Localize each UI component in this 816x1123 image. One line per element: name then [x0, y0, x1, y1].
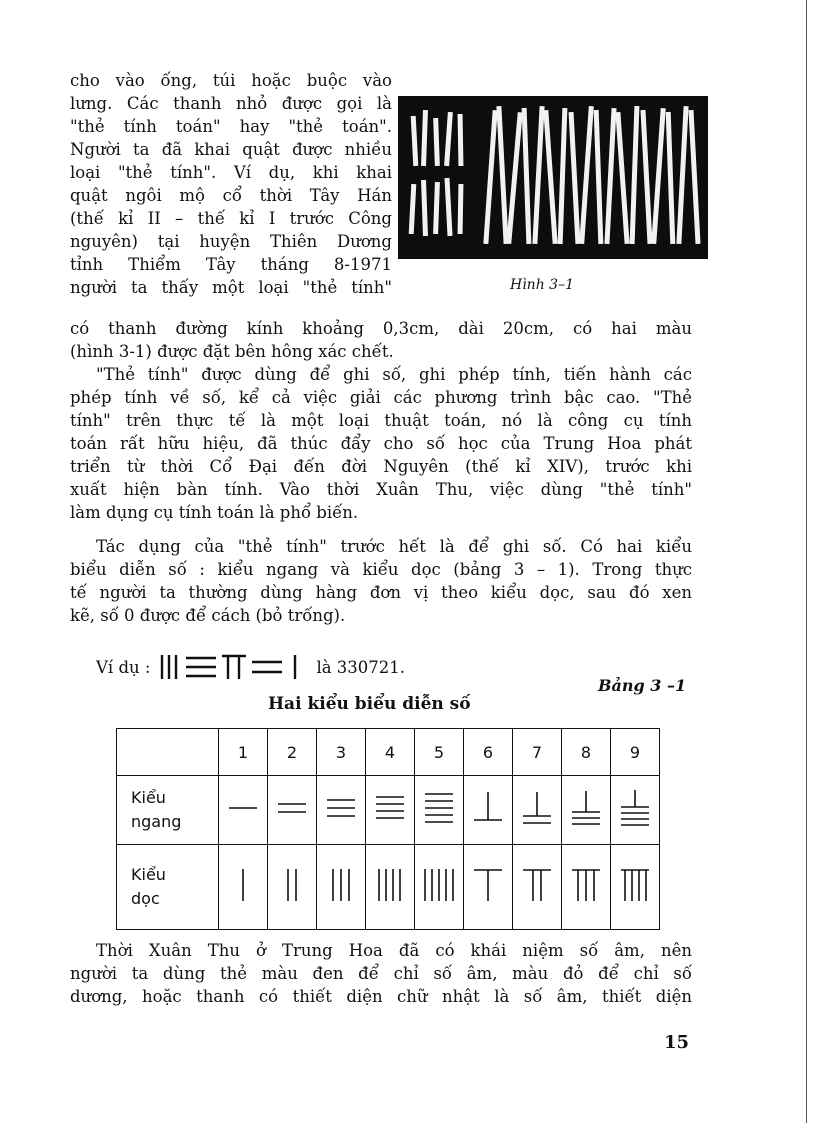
vertical-rod-1 [219, 845, 268, 930]
horizontal-rod-8 [562, 776, 611, 845]
horizontal-rod-9 [611, 776, 660, 845]
text-line: cho vào ống, túi hoặc buộc vào [70, 71, 392, 90]
horizontal-rod-3 [317, 776, 366, 845]
text-line: Người ta đã khai quật được nhiều [70, 140, 392, 159]
rod-numeral-table [116, 728, 660, 930]
text-line: nguyên) tại huyện Thiên Dương [70, 232, 392, 251]
text-line: Thời Xuân Thu ở Trung Hoa đã có khái niệm số âm, nên [96, 941, 692, 960]
horizontal-rod-4 [366, 776, 415, 845]
table-header-cell: 5 [415, 729, 464, 776]
horizontal-rod-6 [464, 776, 513, 845]
vertical-rod-4 [366, 845, 415, 930]
vertical-rod-2 [268, 845, 317, 930]
figure-caption: Hình 3–1 [510, 277, 574, 293]
vertical-rod-8 [562, 845, 611, 930]
rod-example [96, 652, 405, 682]
text-line: làm dụng cụ tính toán là phổ biến. [70, 503, 359, 522]
row-label-horizontal [117, 776, 219, 845]
text-line: kẽ, số 0 được để cách (bỏ trống). [70, 606, 346, 625]
text-line: tính" trên thực tế là một loại thuật toán, nó là công cụ tính [70, 411, 692, 430]
text-line: có thanh đường kính khoảng 0,3cm, dài 20cm, có hai màu [70, 319, 692, 338]
table-header-cell: 7 [513, 729, 562, 776]
text-line: toán rất hữu hiệu, đã thúc đẩy cho số học của Trung Hoa phát [70, 434, 692, 453]
page-number: 15 [664, 1032, 690, 1053]
text-line: lưng. Các thanh nhỏ được gọi là [70, 94, 392, 113]
table-header-cell: 6 [464, 729, 513, 776]
row-label-line: dọc [131, 889, 160, 908]
text-line: "thẻ tính toán" hay "thẻ toán". [70, 117, 392, 136]
table-corner-cell [117, 729, 219, 776]
text-line: người ta dùng thẻ màu đen để chỉ số âm, màu đỏ để chỉ số [70, 964, 692, 983]
table-row-horizontal [117, 776, 660, 845]
table-title: Hai kiểu biểu diễn số [268, 694, 471, 714]
text-line: Tác dụng của "thẻ tính" trước hết là để ghi số. Có hai kiểu [96, 537, 692, 556]
text-line: người ta thấy một loại "thẻ tính" [70, 278, 392, 297]
counting-rods-photo [398, 96, 708, 259]
table-header-cell: 1 [219, 729, 268, 776]
table-header-cell: 4 [366, 729, 415, 776]
rod-numeral-example [158, 652, 308, 682]
table-header-cell: 2 [268, 729, 317, 776]
table-header-cell: 9 [611, 729, 660, 776]
page-edge-line [806, 0, 807, 1123]
text-line: tế người ta thường dùng hàng đơn vị theo kiểu dọc, sau đó xen [70, 583, 692, 602]
text-line: quật ngôi mộ cổ thời Tây Hán [70, 186, 392, 205]
text-line: dương, hoặc thanh có thiết diện chữ nhật là số âm, thiết diện [70, 987, 692, 1006]
table-row-vertical [117, 845, 660, 930]
text-line: biểu diễn số : kiểu ngang và kiểu dọc (bảng 3 – 1). Trong thực [70, 560, 692, 579]
horizontal-rod-2 [268, 776, 317, 845]
row-label-line: ngang [131, 812, 182, 831]
vertical-rod-5 [415, 845, 464, 930]
text-line: (thế kỉ II – thế kỉ I trước Công [70, 209, 392, 228]
vertical-rod-6 [464, 845, 513, 930]
table-header-row [117, 729, 660, 776]
table-header-cell: 3 [317, 729, 366, 776]
text-line: xuất hiện bàn tính. Vào thời Xuân Thu, việc dùng "thẻ tính" [70, 480, 692, 499]
vertical-rod-3 [317, 845, 366, 930]
row-label-line: Kiểu [131, 865, 166, 884]
horizontal-rod-7 [513, 776, 562, 845]
horizontal-rod-5 [415, 776, 464, 845]
text-line: triển từ thời Cổ Đại đến đời Nguyên (thế kỉ XIV), trước khi [70, 457, 692, 476]
text-line: tỉnh Thiểm Tây tháng 8-1971 [70, 255, 392, 274]
text-line: (hình 3-1) được đặt bên hông xác chết. [70, 342, 394, 361]
row-label-line: Kiểu [131, 788, 166, 807]
row-label-vertical [117, 845, 219, 930]
example-prefix: Ví dụ : [96, 657, 151, 677]
table-header-cell: 8 [562, 729, 611, 776]
vertical-rod-9 [611, 845, 660, 930]
text-line: loại "thẻ tính". Ví dụ, khi khai [70, 163, 392, 182]
text-line: "Thẻ tính" được dùng để ghi số, ghi phép tính, tiến hành các [96, 365, 692, 384]
text-line: phép tính về số, kể cả việc giải các phương trình bậc cao. "Thẻ [70, 388, 692, 407]
table-label: Bảng 3 –1 [598, 676, 687, 695]
counting-rods-image [398, 96, 708, 259]
vertical-rod-7 [513, 845, 562, 930]
horizontal-rod-1 [219, 776, 268, 845]
example-suffix: là 330721. [316, 657, 406, 677]
